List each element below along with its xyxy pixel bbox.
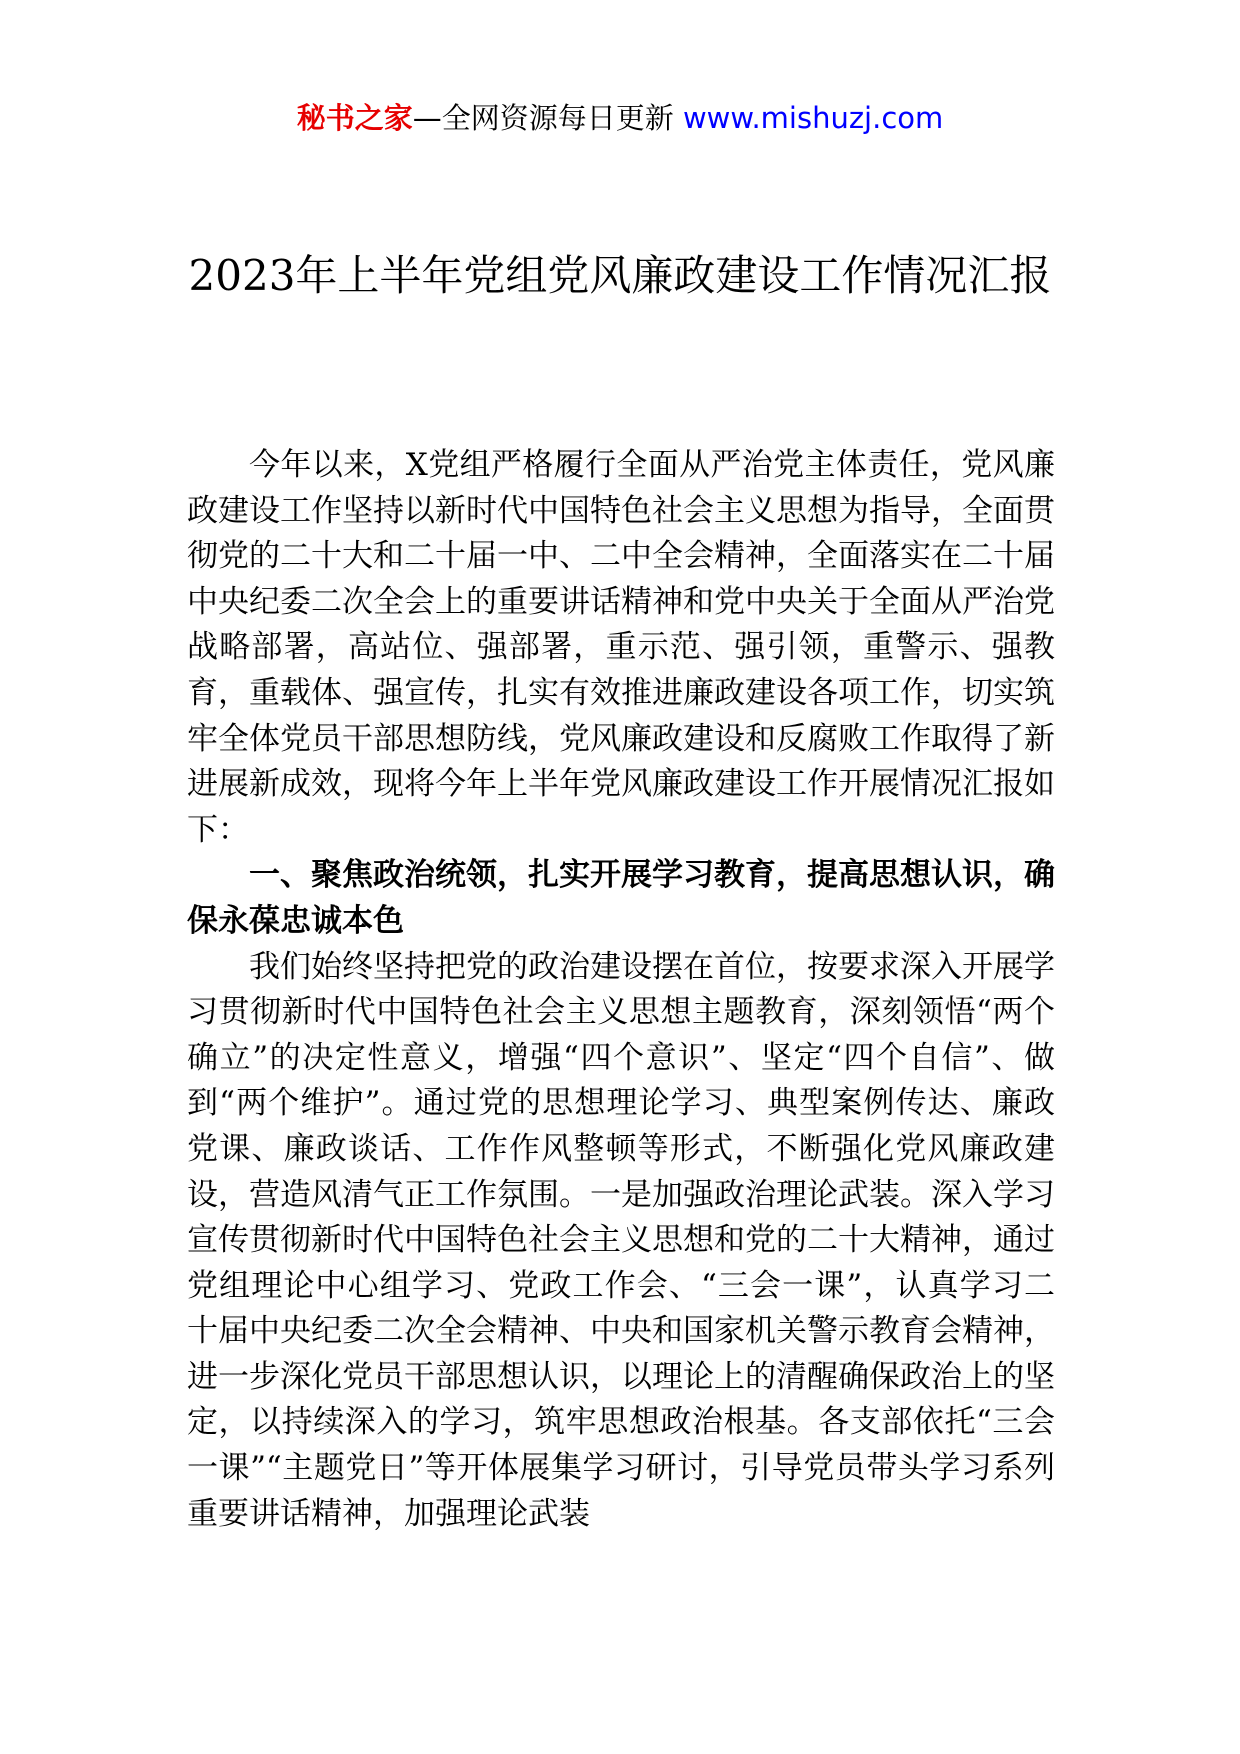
section-heading-1: 一、聚焦政治统领，扎实开展学习教育，提高思想认识，确保永葆忠诚本色 — [187, 857, 1055, 939]
document-title: 2023年上半年党组党风廉政建设工作情况汇报 — [188, 251, 1052, 300]
brand-name: 秘书之家 — [296, 101, 413, 135]
website-link[interactable]: www.mishuzj.com — [682, 101, 944, 135]
document-body — [187, 443, 1055, 1537]
header-tagline: —全网资源每日更新 — [412, 101, 674, 135]
section-1-paragraph: 我们始终坚持把党的政治建设摆在首位，按要求深入开展学习贯彻新时代中国特色社会主义思想主题教育，深刻领悟“两个确立”的决定性意义，增强“四个意识”、坚定“四个自信”、做到“两个维护”。通过党的思想理论学习、典型案例传达、廉政党课、廉政谈话、工作作风整顿等形式，不断强化党风廉政建设，营造风清气正工作氛围。一是加强政治理论武装。深入学习宣传贯彻新时代中国特色社会主义思想和党的二十大精神，通过党组理论中心组学习、党政工作会、“三会一课”，认真学习二十届中央纪委二次全会精神、中央和国家机关警示教育会精神，进一步深化党员干部思想认识，以理论上的清醒确保政治上的坚定，以持续深入的学习，筑牢思想政治根基。各支部依托“三会一课”“主题党日”等开体展集学习研讨，引导党员带头学习系列重要讲话精神，加强理论武装 — [187, 948, 1055, 1532]
watermark-header — [0, 98, 1240, 138]
intro-paragraph: 今年以来，X党组严格履行全面从严治党主体责任，党风廉政建设工作坚持以新时代中国特色社会主义思想为指导，全面贯彻党的二十大和二十届一中、二中全会精神，全面落实在二十届中央纪委二次全会上的重要讲话精神和党中央关于全面从严治党战略部署，高站位、强部署，重示范、强引领，重警示、强教育，重载体、强宣传，扎实有效推进廉政建设各项工作，切实筑牢全体党员干部思想防线，党风廉政建设和反腐败工作取得了新进展新成效，现将今年上半年党风廉政建设工作开展情况汇报如下： — [187, 447, 1055, 848]
